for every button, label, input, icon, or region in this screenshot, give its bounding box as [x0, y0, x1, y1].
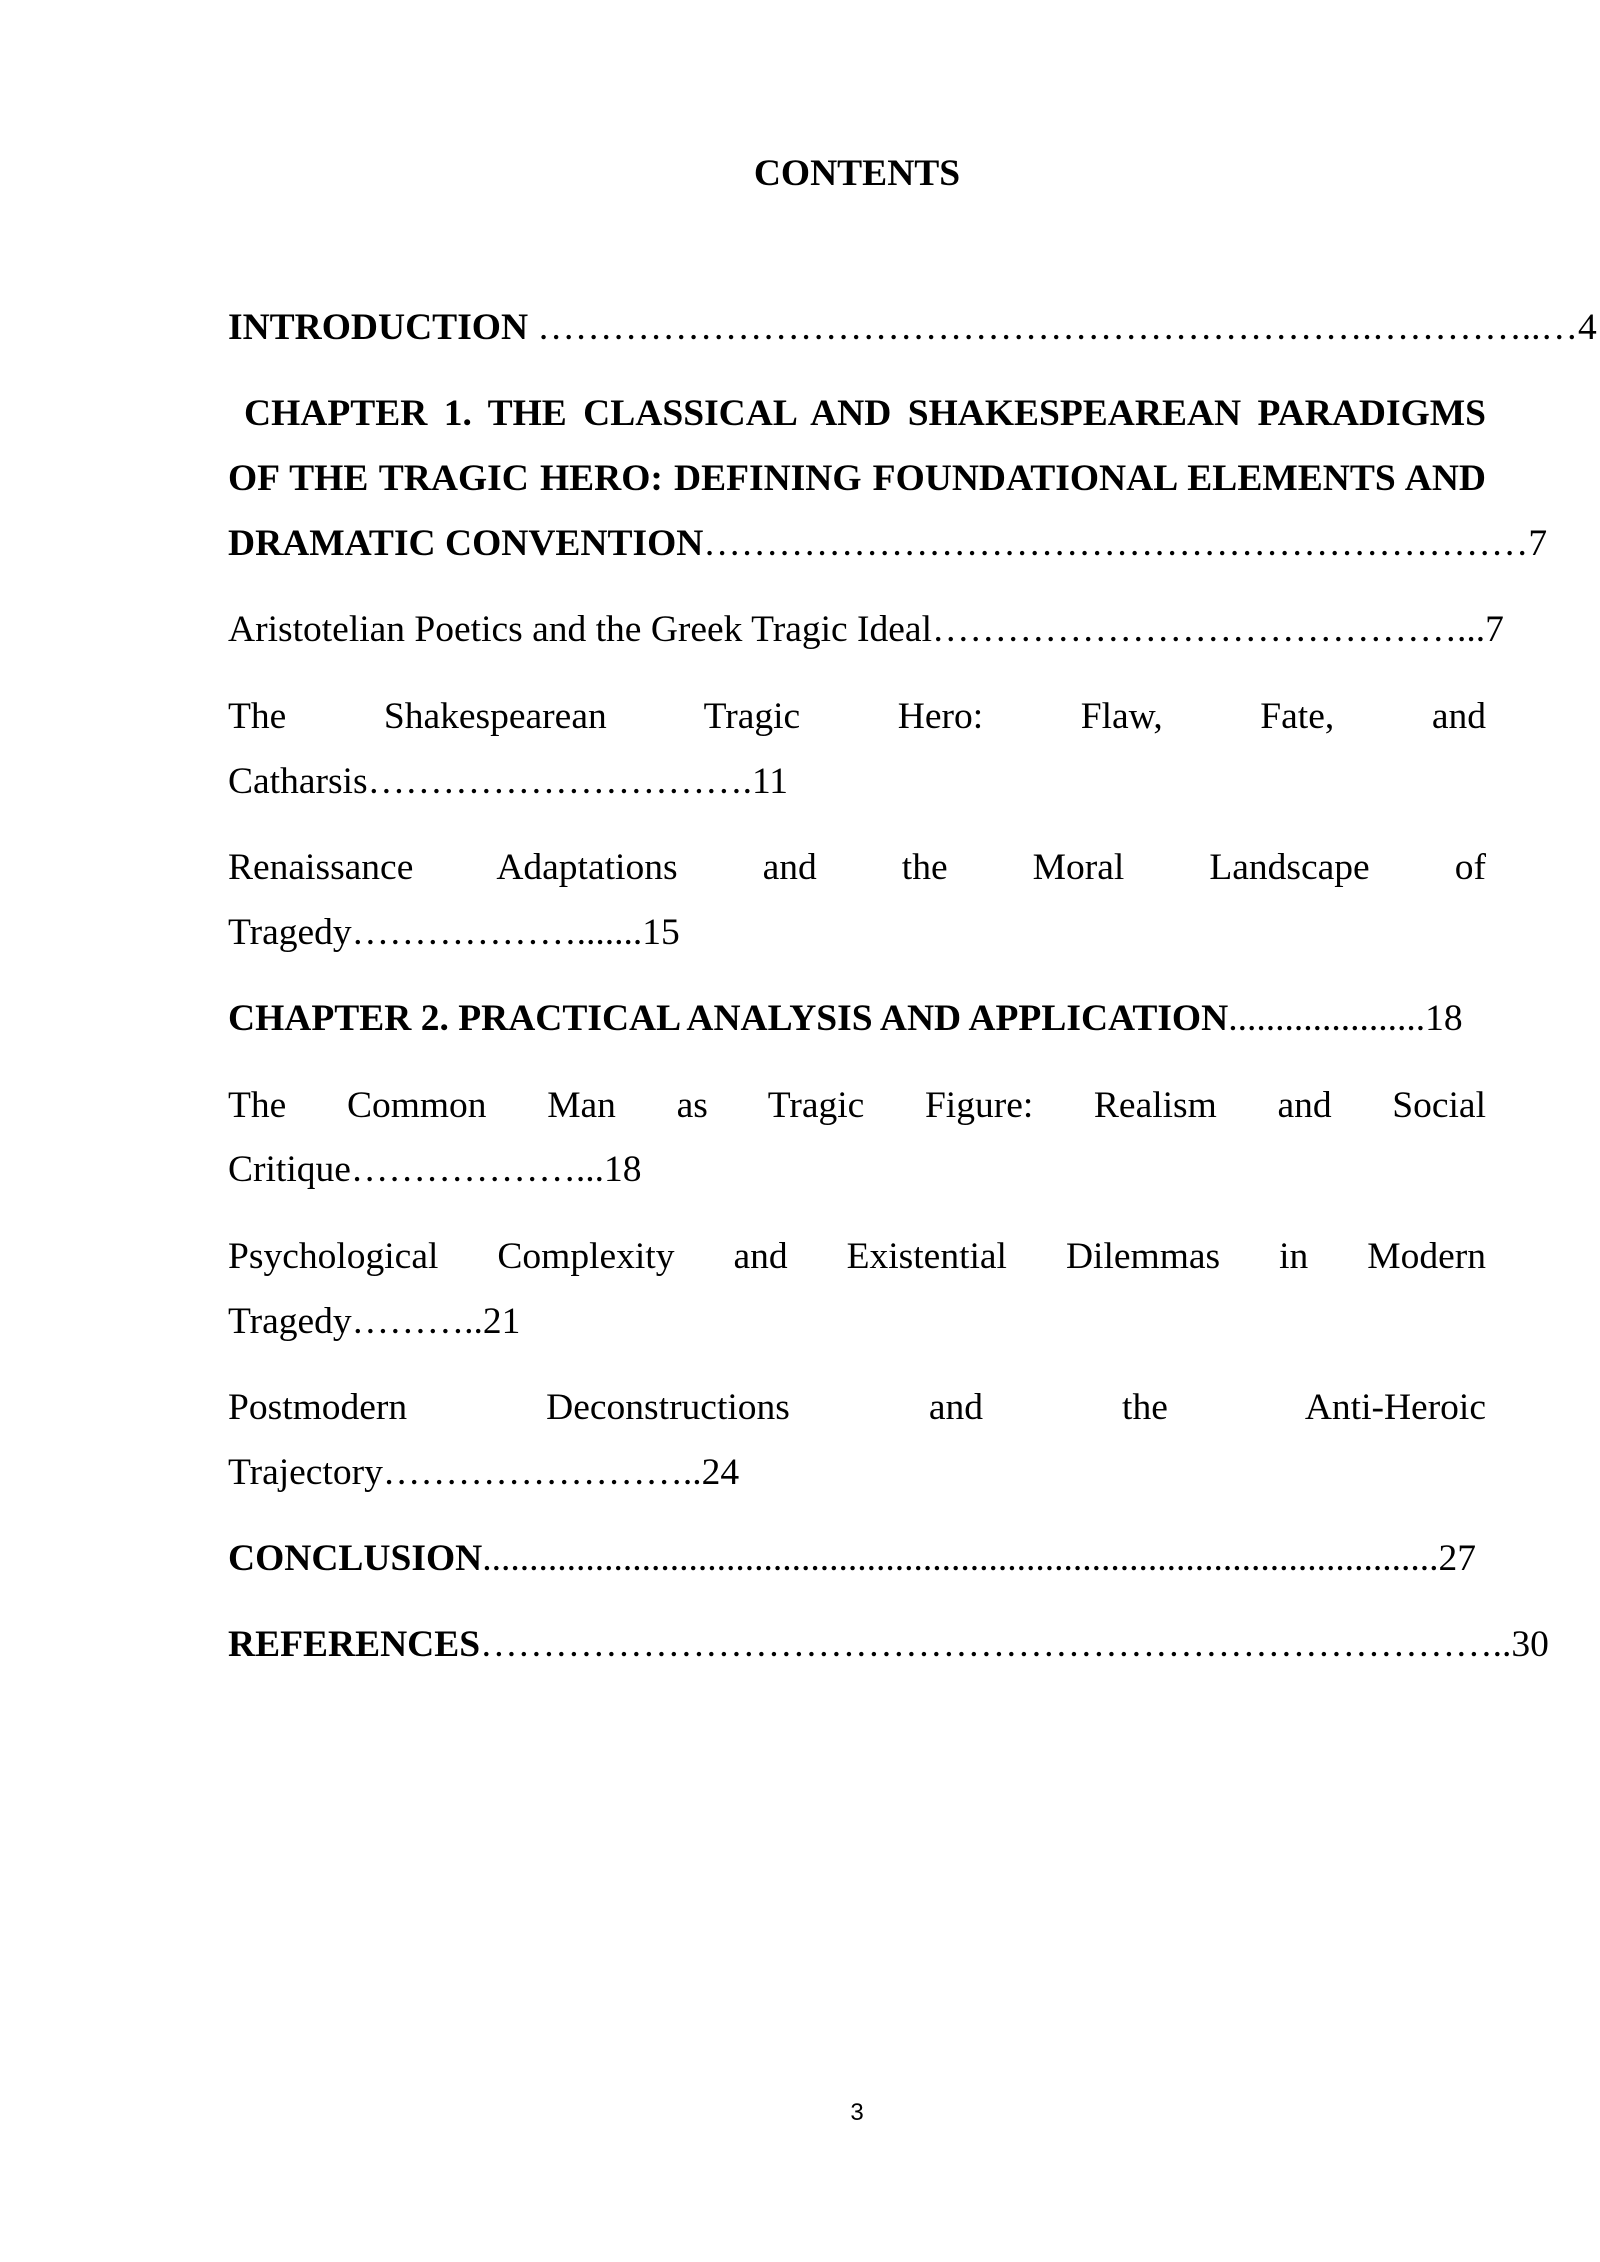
toc-entry-line — [228, 1441, 1486, 1506]
toc-page-number: 7 — [1528, 522, 1548, 564]
toc-entry-line — [228, 296, 1597, 361]
toc-entry-title: CHAPTER 2. PRACTICAL ANALYSIS AND APPLICATION — [228, 998, 1229, 1040]
page-number: 3 — [850, 2099, 864, 2126]
toc-entry-line — [228, 1290, 1486, 1355]
toc-entry-title: Catharsis — [228, 760, 368, 802]
toc-entry-conclusion — [228, 1527, 1486, 1592]
toc-entry-line — [228, 512, 1548, 577]
toc-entry-introduction — [228, 296, 1597, 361]
toc-page-number: 18 — [604, 1149, 642, 1191]
toc-dot-leader: …………………….. — [382, 1451, 702, 1493]
toc-page-number: 15 — [642, 911, 680, 953]
toc-entry-title: Trajectory — [228, 1451, 383, 1493]
toc-entry-line — [228, 1527, 1486, 1592]
toc-dot-leader: ………………………………………………………….…………..… — [528, 307, 1579, 348]
toc-entry-title: INTRODUCTION — [228, 307, 529, 348]
toc-entry-title: CONCLUSION — [228, 1538, 483, 1580]
toc-entry-line: Postmodern Deconstructions and the Anti-Heroic — [228, 1386, 1486, 1428]
toc-entry-chapter-1 — [228, 382, 1548, 576]
toc-entry-psychological-complexity — [228, 1225, 1486, 1355]
toc-entry-chapter-2 — [228, 987, 1486, 1052]
toc-entry-line — [228, 598, 1504, 663]
contents-heading: CONTENTS — [753, 153, 961, 194]
toc-page-number: 21 — [482, 1300, 521, 1342]
toc-entry-title: Aristotelian Poetics and the Greek Tragic Ideal — [228, 609, 932, 651]
toc-entry-title: Tragedy — [228, 911, 352, 953]
toc-entry-line: Psychological Complexity and Existential Dilemmas in Modern — [228, 1235, 1486, 1277]
toc-dot-leader: ……………………………………... — [932, 609, 1486, 651]
toc-dot-leader: ………………... — [350, 1149, 605, 1191]
toc-entry-shakespearean-tragic-hero — [228, 685, 1486, 815]
table-of-contents — [228, 296, 1597, 1700]
toc-entry-title: Tragedy — [228, 1300, 352, 1342]
toc-entry-line: The Shakespearean Tragic Hero: Flaw, Fate, and — [228, 695, 1486, 737]
toc-dot-leader: …………………………. — [367, 760, 752, 802]
toc-page-number: 24 — [701, 1451, 740, 1493]
toc-dot-leader: ..................... — [1228, 998, 1426, 1040]
toc-dot-leader: ……………………………………………………………………….. — [480, 1624, 1512, 1666]
toc-dot-leader: ...................................................................................................... — [482, 1538, 1439, 1580]
toc-entry-references — [228, 1613, 1549, 1678]
toc-entry-line — [228, 1138, 1486, 1203]
toc-entry-common-man — [228, 1074, 1486, 1204]
toc-page-number: 4 — [1578, 307, 1597, 348]
toc-entry-title: Critique — [228, 1149, 351, 1191]
toc-entry-line: The Common Man as Tragic Figure: Realism and Social — [228, 1084, 1486, 1126]
toc-entry-line — [228, 750, 1486, 815]
toc-page-number: 18 — [1425, 998, 1463, 1040]
toc-page-number: 30 — [1511, 1624, 1549, 1666]
toc-page-number: 11 — [751, 760, 789, 802]
toc-entry-line: CHAPTER 1. THE CLASSICAL AND SHAKESPEAREAN PARADIGMS — [244, 393, 1486, 435]
toc-entry-line — [228, 901, 1486, 966]
toc-entry-renaissance-adaptations — [228, 836, 1486, 966]
toc-dot-leader: ………………………………………………………… — [703, 522, 1529, 564]
toc-dot-leader: ………………....... — [351, 911, 643, 953]
toc-entry-line — [228, 1613, 1549, 1678]
toc-page-number: 27 — [1438, 1538, 1476, 1580]
toc-entry-title: REFERENCES — [228, 1624, 481, 1666]
toc-entry-aristotelian-poetics — [228, 598, 1504, 663]
toc-page-number: 7 — [1485, 609, 1504, 651]
toc-entry-postmodern-deconstructions — [228, 1376, 1486, 1506]
toc-entry-line — [228, 987, 1486, 1052]
toc-entry-title: DRAMATIC CONVENTION — [228, 522, 704, 564]
toc-dot-leader: ……….. — [351, 1300, 483, 1342]
toc-entry-line: Renaissance Adaptations and the Moral Landscape of — [228, 846, 1486, 888]
toc-entry-line: OF THE TRAGIC HERO: DEFINING FOUNDATIONAL ELEMENTS AND — [228, 458, 1486, 500]
